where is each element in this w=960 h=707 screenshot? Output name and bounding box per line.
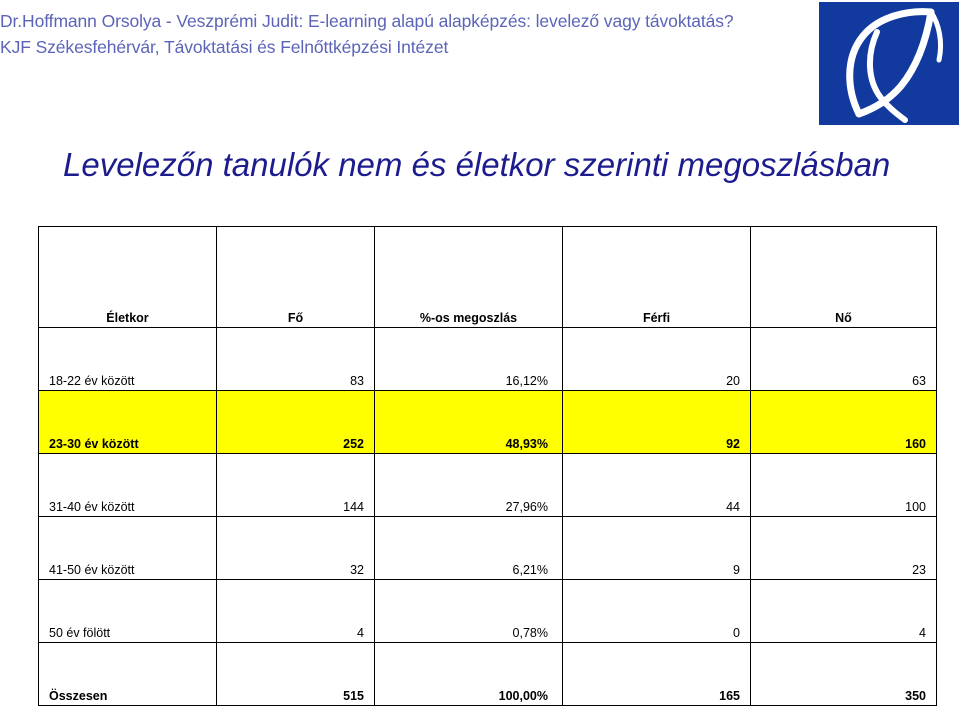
cell-percent: 100,00% bbox=[375, 643, 563, 706]
table-row bbox=[39, 454, 937, 517]
cell-male: 165 bbox=[563, 643, 751, 706]
cell-percent: 16,12% bbox=[375, 328, 563, 391]
cell-count: 144 bbox=[217, 454, 375, 517]
header-age: Életkor bbox=[39, 227, 217, 328]
header-male: Férfi bbox=[563, 227, 751, 328]
table-header-row bbox=[39, 227, 937, 328]
cell-male: 0 bbox=[563, 580, 751, 643]
cell-count: 252 bbox=[217, 391, 375, 454]
cell-female: 160 bbox=[751, 391, 937, 454]
header-line-2: KJF Székesfehérvár, Távoktatási és Felnőttképzési Intézet bbox=[0, 37, 449, 57]
table-row bbox=[39, 517, 937, 580]
cell-percent: 27,96% bbox=[375, 454, 563, 517]
cell-age: Összesen bbox=[39, 643, 217, 706]
cell-percent: 0,78% bbox=[375, 580, 563, 643]
header-female: Nő bbox=[751, 227, 937, 328]
cell-female: 350 bbox=[751, 643, 937, 706]
cell-percent: 6,21% bbox=[375, 517, 563, 580]
age-gender-table bbox=[38, 226, 937, 706]
cell-count: 515 bbox=[217, 643, 375, 706]
table-row bbox=[39, 328, 937, 391]
cell-age: 23-30 év között bbox=[39, 391, 217, 454]
cell-percent: 48,93% bbox=[375, 391, 563, 454]
cell-count: 4 bbox=[217, 580, 375, 643]
institute-logo bbox=[819, 2, 959, 125]
cell-male: 9 bbox=[563, 517, 751, 580]
cell-male: 44 bbox=[563, 454, 751, 517]
cell-count: 83 bbox=[217, 328, 375, 391]
cell-age: 31-40 év között bbox=[39, 454, 217, 517]
cell-female: 23 bbox=[751, 517, 937, 580]
cell-count: 32 bbox=[217, 517, 375, 580]
cell-male: 20 bbox=[563, 328, 751, 391]
table-row-total bbox=[39, 643, 937, 706]
header-percent: %-os megoszlás bbox=[375, 227, 563, 328]
table-row-highlighted bbox=[39, 391, 937, 454]
header-line-1: Dr.Hoffmann Orsolya - Veszprémi Judit: E-learning alapú alapképzés: levelező vagy távoktatás? bbox=[0, 11, 734, 31]
cell-female: 63 bbox=[751, 328, 937, 391]
table-row bbox=[39, 580, 937, 643]
cell-male: 92 bbox=[563, 391, 751, 454]
cell-age: 18-22 év között bbox=[39, 328, 217, 391]
header-count: Fő bbox=[217, 227, 375, 328]
cell-female: 100 bbox=[751, 454, 937, 517]
cell-age: 50 év fölött bbox=[39, 580, 217, 643]
cell-age: 41-50 év között bbox=[39, 517, 217, 580]
cell-female: 4 bbox=[751, 580, 937, 643]
slide-title: Levelezőn tanulók nem és életkor szerinti megoszlásban bbox=[63, 146, 891, 183]
leaf-logo-icon bbox=[819, 2, 959, 125]
